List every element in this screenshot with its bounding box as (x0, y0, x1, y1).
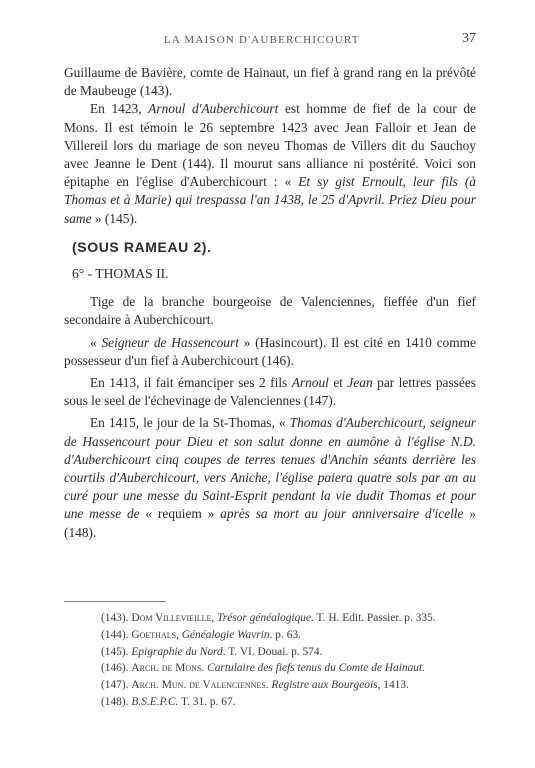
text-run: » (Hasincourt). Il est cité en 1410 comme possesseur d'un fief à Auberchicourt (146). (64, 334, 476, 368)
page-header (60, 30, 476, 50)
footnote-144 (101, 629, 481, 642)
text-run: En 1415, le jour de la St-Thomas, « (90, 415, 290, 431)
footnote-rest: . (422, 662, 426, 675)
footnote-143 (101, 612, 481, 625)
footnote-title: Registre aux Bourgeois (271, 679, 378, 692)
footnotes (101, 612, 481, 713)
footnote-rest: . T. H. Edit. Passier. p. 335. (311, 612, 436, 624)
footnote-number: (148). (101, 695, 129, 708)
footnote-rest: . T. VI. Douai. p. 574. (222, 645, 323, 658)
text-run: En 1423, (90, 101, 149, 117)
footnote-author: Arch. Mun. de Valenciennes (131, 679, 266, 692)
page-number: 37 (462, 31, 476, 46)
footnote-author: Arch. de Mons (131, 662, 202, 675)
italic-run: après sa mort au jour anniversaire d'icelle (220, 506, 464, 522)
footnote-146 (101, 662, 481, 675)
footnote-number: (144). (101, 628, 129, 641)
paragraph-arnoul (64, 100, 476, 227)
footnote-rest: . p. 63. (269, 628, 301, 641)
footnote-number: (145). (101, 645, 129, 658)
text-run: » (148). (64, 506, 476, 540)
italic-epitaph: Et sy gist Ernoult, leur fils (à Thomas et à Marie) qui trespassa l'an 1438, le 25 d'Apvril. Priez Dieu pour same (64, 174, 476, 226)
text-run: par lettres passées sous le seel de l'échevinage de Valenciennes (147). (64, 375, 476, 409)
text-run: » (145). (91, 210, 138, 226)
subheading-thomas: 6° - THOMAS II. (72, 266, 169, 282)
text-run: « requiem » (139, 506, 221, 522)
footnote-148 (101, 696, 481, 709)
footnote-number: (146). (101, 662, 129, 675)
footnote-author: Dom Villevieille (131, 612, 212, 624)
footnote-title: Trésor généalogique (217, 612, 312, 624)
paragraph-seigneur (64, 334, 476, 370)
footnote-sep: , (211, 612, 218, 624)
paragraph-1415 (64, 414, 476, 541)
footnote-title: Cartulaire des fiefs tenus du Comte de Hainaut (207, 662, 423, 675)
footnote-number: (147). (101, 679, 129, 692)
paragraph-continuation: Guillaume de Bavière, comte de Hainaut, un fief à grand rang en la prévôté de Maubeuge (143). (64, 65, 476, 99)
footnote-147 (101, 679, 481, 692)
body-text (64, 64, 476, 542)
footnote-title: B.S.E.P.C. (131, 695, 179, 708)
paragraph-1413 (64, 374, 476, 410)
italic-run: Arnoul d'Auberchicourt (148, 101, 279, 117)
footnote-divider (64, 601, 166, 602)
footnote-sep: , (176, 628, 182, 641)
italic-run: Jean (347, 375, 373, 391)
footnote-sep: . (265, 679, 272, 692)
text-run: est homme de fief de la cour de Mons. Il est témoin le 26 septembre 1423 avec Jean Falloir et Jean de Villereil lors du mariage de son neveu Thomas de Villers dit du Sauchoy avec Jeanne le Dent (144). Il mourut sans alliance ni postérité. Voici son épitaphe en l'église d'Auberchicourt : « (64, 101, 476, 190)
footnote-145 (101, 646, 481, 659)
running-title: LA MAISON D'AUBERCHICOURT (164, 34, 360, 46)
section-heading: (SOUS RAMEAU 2). (72, 238, 212, 255)
footnote-title: Epigraphie du Nord (131, 645, 223, 658)
footnote-title: Généalogie Wavrin (181, 628, 270, 641)
italic-run: Arnoul (291, 375, 329, 391)
text-run: et (328, 375, 348, 391)
footnote-number: (143). (101, 612, 129, 624)
text-run: « (90, 334, 102, 350)
paragraph-tige: Tige de la branche bourgeoise de Valenciennes, fieffée d'un fief secondaire à Auberchicourt. (64, 294, 476, 328)
italic-run: Seigneur de Hassencourt (101, 334, 239, 350)
footnote-rest: T. 31. p. 67. (178, 695, 236, 708)
footnote-sep: . (201, 662, 208, 675)
footnote-rest: , 1413. (377, 679, 409, 692)
footnote-author: Goethals (131, 628, 177, 641)
text-run: En 1413, il fait émanciper ses 2 fils (90, 375, 292, 391)
italic-run: Thomas d'Auberchicourt, seigneur de Hassencourt pour Dieu et son salut donne en aumône à l'église N.D. d'Auberchicourt cinq coupes de terres tenues d'Anchin séants derrière les courtils d'Auberchicourt, vers Aniche, l'église paiera quatre sols par an au curé pour une messe du Saint-Esprit pendant la vie dudit Thomas et pour une messe de (64, 415, 476, 522)
